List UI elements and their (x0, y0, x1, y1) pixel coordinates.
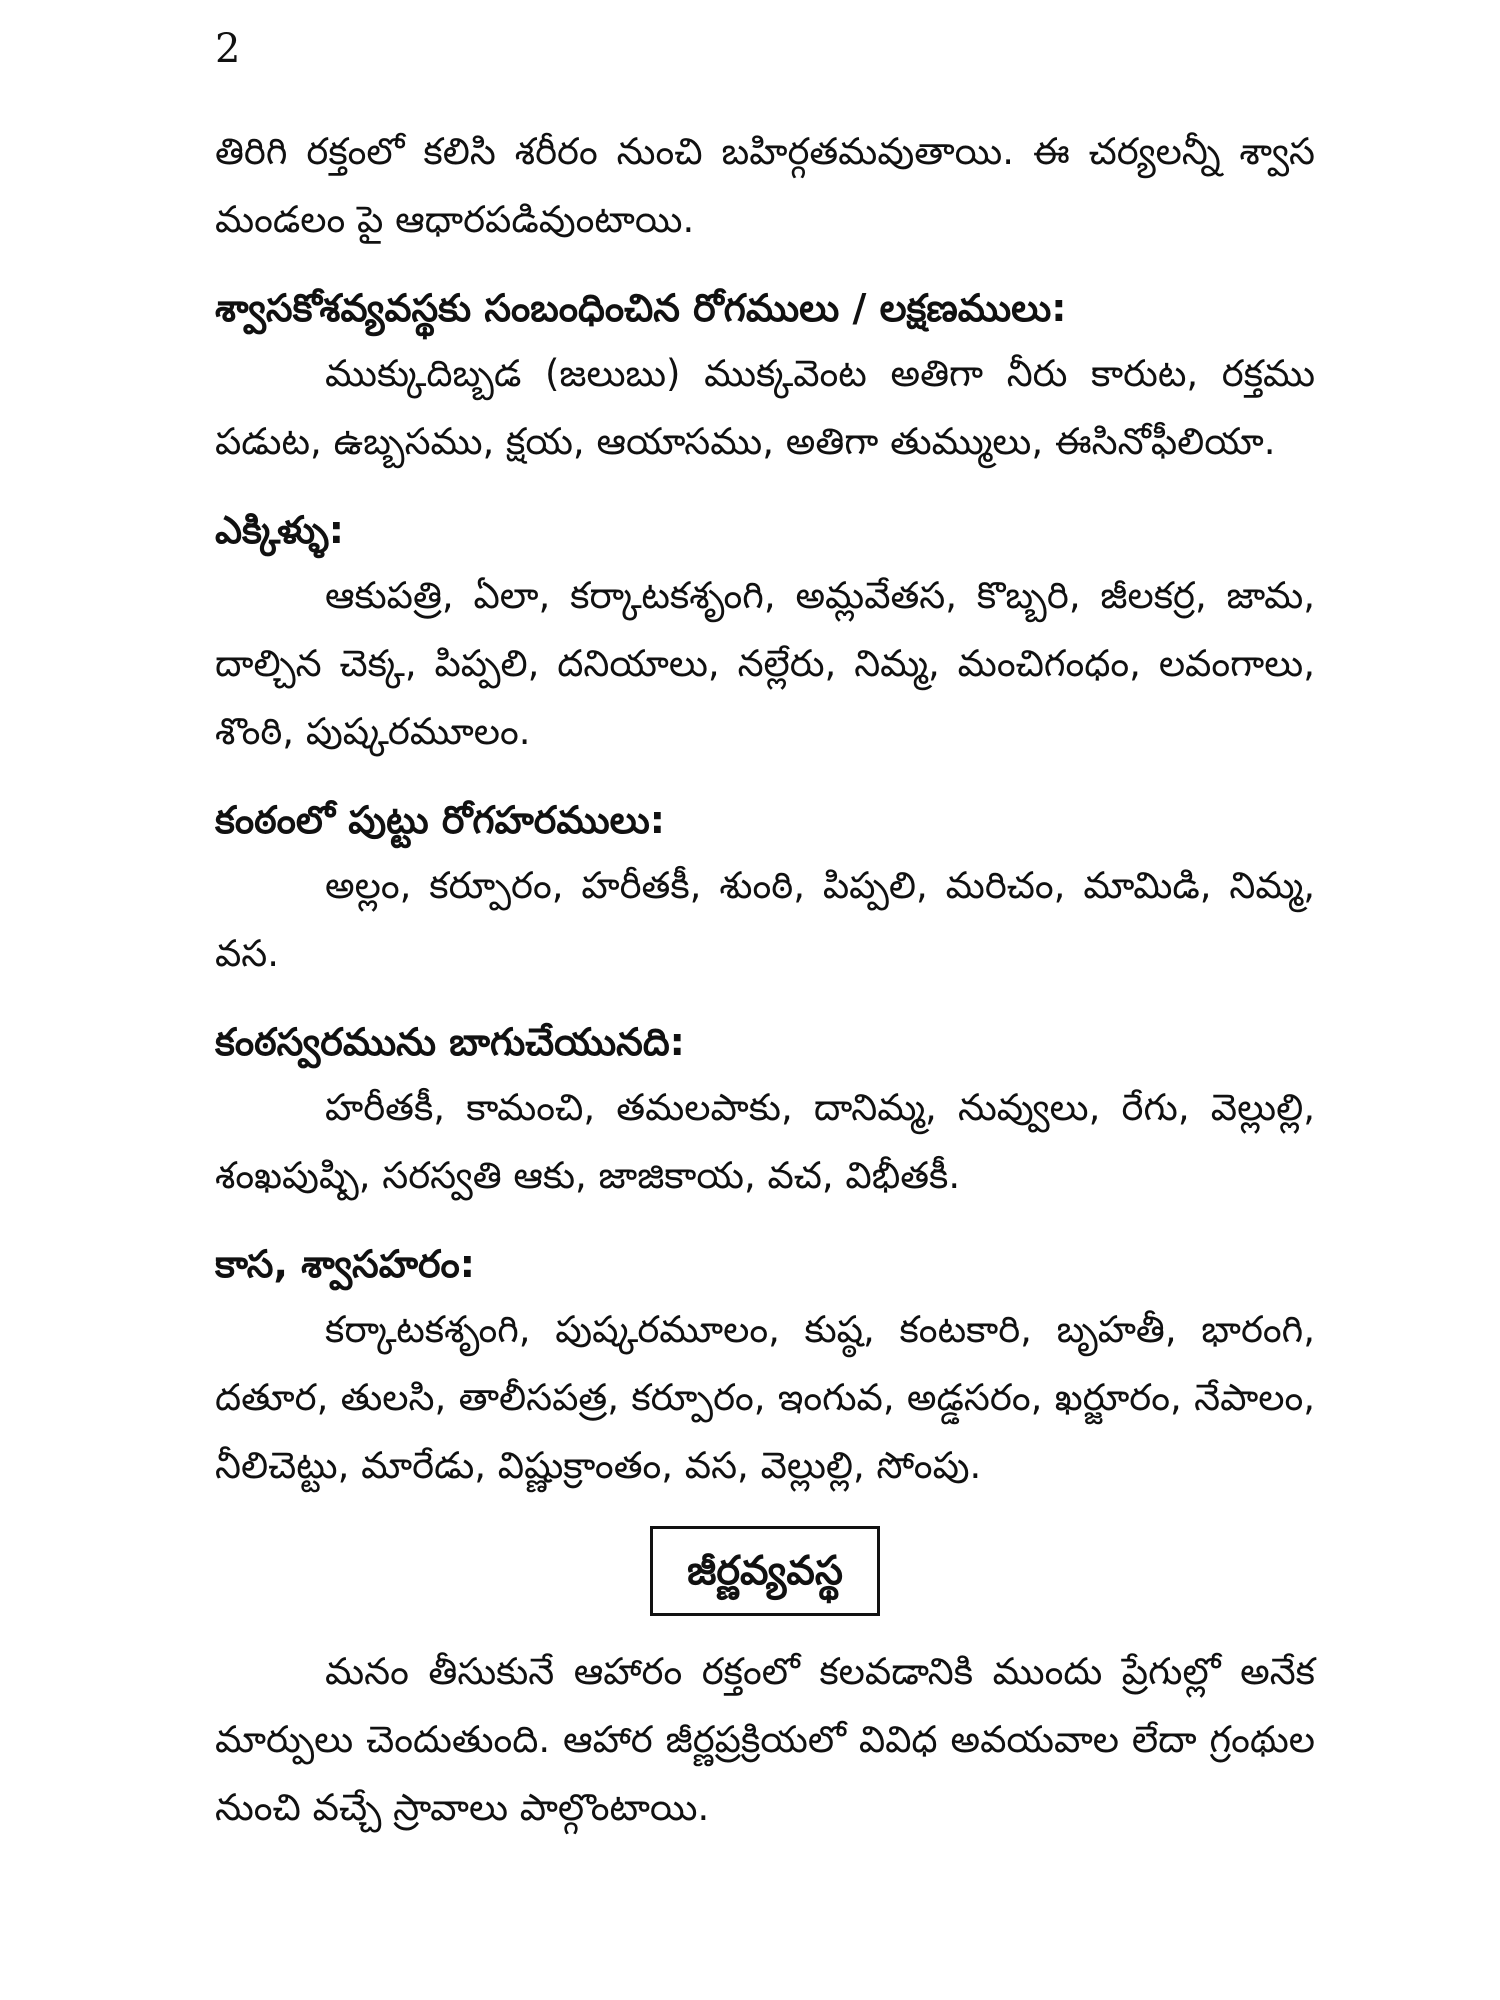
boxed-section-title-digestive-system: జీర్ణవ్యవస్థ (650, 1526, 880, 1616)
section-heading-hiccups: ఎక్కిళ్ళు: (215, 508, 345, 552)
boxed-title-wrapper (215, 1526, 1315, 1616)
hiccups-paragraph: ఆకుపత్రి, ఏలా, కర్కాటకశృంగి, అమ్లవేతస, కొబ్బరి, జీలకర్ర, జామ, దాల్చిన చెక్క, పిప్పలి, దనియాలు, నల్లేరు, నిమ్మ, మంచిగంధం, లవంగాలు, శొంఠి, పుష్కరమూలం. (215, 574, 1315, 753)
page-body (215, 118, 1315, 1842)
page-number: 2 (215, 26, 241, 72)
section-heading-throat-remedies: కంఠంలో పుట్టు రోగహరములు: (215, 798, 665, 842)
section-heading-respiratory-diseases: శ్వాసకోశవ్యవస్థకు సంబంధించిన రోగములు / లక్షణములు: (215, 286, 1067, 330)
throat-remedies-paragraph: అల్లం, కర్పూరం, హరీతకీ, శుంఠి, పిప్పలి, మరిచం, మామిడి, నిమ్మ, వస. (215, 864, 1315, 975)
section-heading-cough-asthma: కాస, శ్వాసహరం: (215, 1242, 475, 1286)
digestive-system-paragraph: మనం తీసుకునే ఆహారం రక్తంలో కలవడానికి ముందు ప్రేగుల్లో అనేక మార్పులు చెందుతుంది. ఆహార జీర్ణప్రక్రియలో వివిధ అవయవాల లేదా గ్రంథుల నుంచి వచ్చే స్రావాలు పాల్గొంటాయి. (215, 1650, 1315, 1829)
intro-paragraph: తిరిగి రక్తంలో కలిసి శరీరం నుంచి బహిర్గతమవుతాయి. ఈ చర్యలన్నీ శ్వాస మండలం పై ఆధారపడివుంటాయి. (215, 130, 1315, 241)
section-heading-voice-improvers: కంఠస్వరమును బాగుచేయునది: (215, 1020, 685, 1064)
respiratory-diseases-paragraph: ముక్కుదిబ్బడ (జలుబు) ముక్కవెంట అతిగా నీరు కారుట, రక్తము పడుట, ఉబ్బసము, క్షయ, ఆయాసము, అతిగా తుమ్ములు, ఈసినోఫీలియా. (215, 352, 1315, 463)
voice-improvers-paragraph: హరీతకీ, కామంచి, తమలపాకు, దానిమ్మ, నువ్వులు, రేగు, వెల్లుల్లి, శంఖపుష్పి, సరస్వతి ఆకు, జాజికాయ, వచ, విభీతకీ. (215, 1086, 1315, 1197)
cough-asthma-paragraph: కర్కాటకశృంగి, పుష్కరమూలం, కుష్ఠ, కంటకారి, బృహతీ, భారంగి, దతూర, తులసి, తాలీసపత్ర, కర్పూరం, ఇంగువ, అడ్డసరం, ఖర్జూరం, నేపాలం, నీలిచెట్టు, మారేడు, విష్ణుక్రాంతం, వస, వెల్లుల్లి, సోంపు. (215, 1308, 1315, 1487)
